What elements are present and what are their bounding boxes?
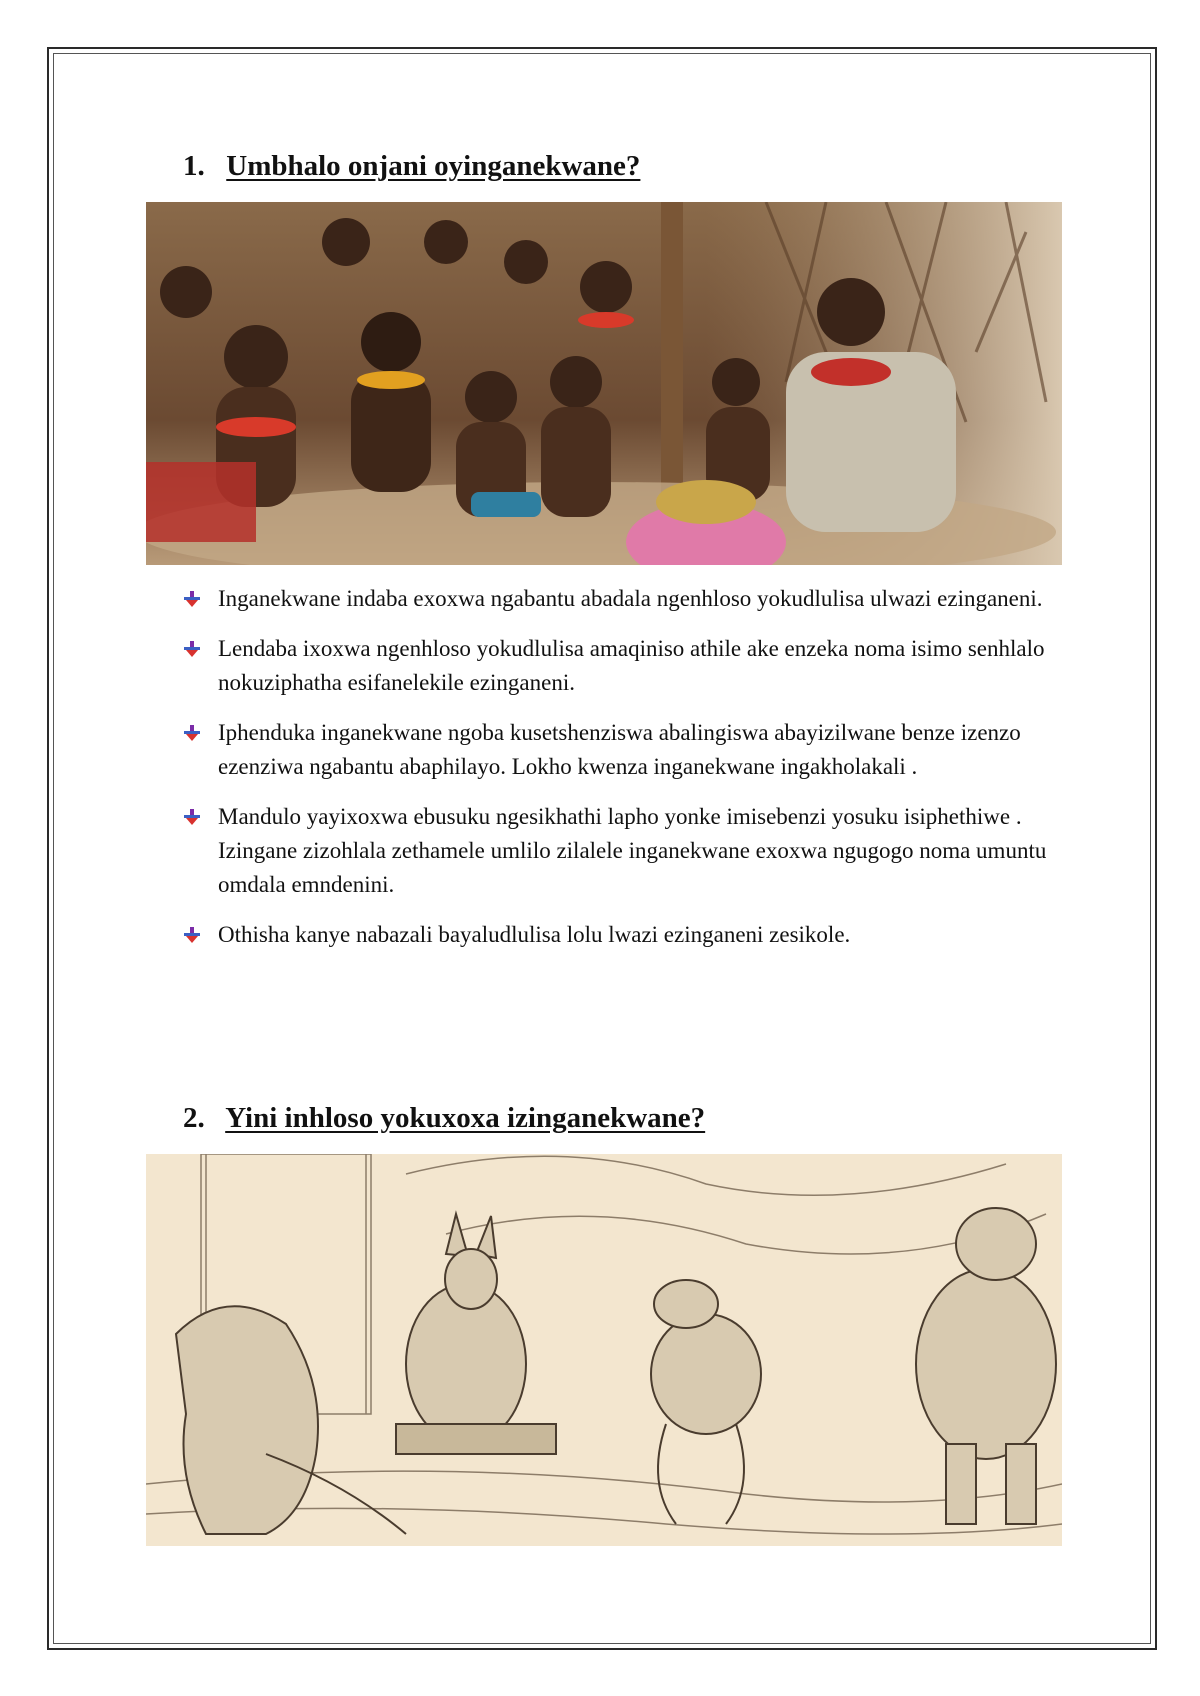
section-2-number: 2. xyxy=(183,1102,205,1134)
list-item: Iphenduka inganekwane ngoba kusetshenziswa abalingiswa abayizilwane benze izenzo ezenziwa ngabantu abaphilayo. Lokho kwenza inganekwane ingakholakali . xyxy=(180,716,1080,784)
photo-storytelling-gathering-image xyxy=(146,202,1062,565)
arrow-down-bullet-icon xyxy=(184,591,200,607)
section-1-heading xyxy=(183,150,640,183)
arrow-down-bullet-icon xyxy=(184,725,200,741)
section-1-number: 1. xyxy=(183,150,205,182)
engraving-animal-characters-image xyxy=(146,1154,1062,1546)
section-1-title: Umbhalo onjani oyinganekwane? xyxy=(226,150,641,182)
arrow-down-bullet-icon xyxy=(184,809,200,825)
list-item: Othisha kanye nabazali bayaludlulisa lolu lwazi ezinganeni zesikole. xyxy=(180,918,1080,952)
section-2-heading xyxy=(183,1102,705,1135)
list-item: Inganekwane indaba exoxwa ngabantu abadala ngenhloso yokudlulisa ulwazi ezinganeni. xyxy=(180,582,1080,616)
arrow-down-bullet-icon xyxy=(184,641,200,657)
section-1-bullet-list xyxy=(180,582,1080,968)
list-item: Mandulo yayixoxwa ebusuku ngesikhathi lapho yonke imisebenzi yosuku isiphethiwe . Izingane zizohlala zethamele umlilo zilalele inganekwane exoxwa ngugogo noma umuntu omdala emndenini. xyxy=(180,800,1080,902)
list-item: Lendaba ixoxwa ngenhloso yokudlulisa amaqiniso athile ake enzeka noma isimo senhlalo nokuziphatha esifanelekile ezinganeni. xyxy=(180,632,1080,700)
section-2-title: Yini inhloso yokuxoxa izinganekwane? xyxy=(225,1102,706,1134)
arrow-down-bullet-icon xyxy=(184,927,200,943)
